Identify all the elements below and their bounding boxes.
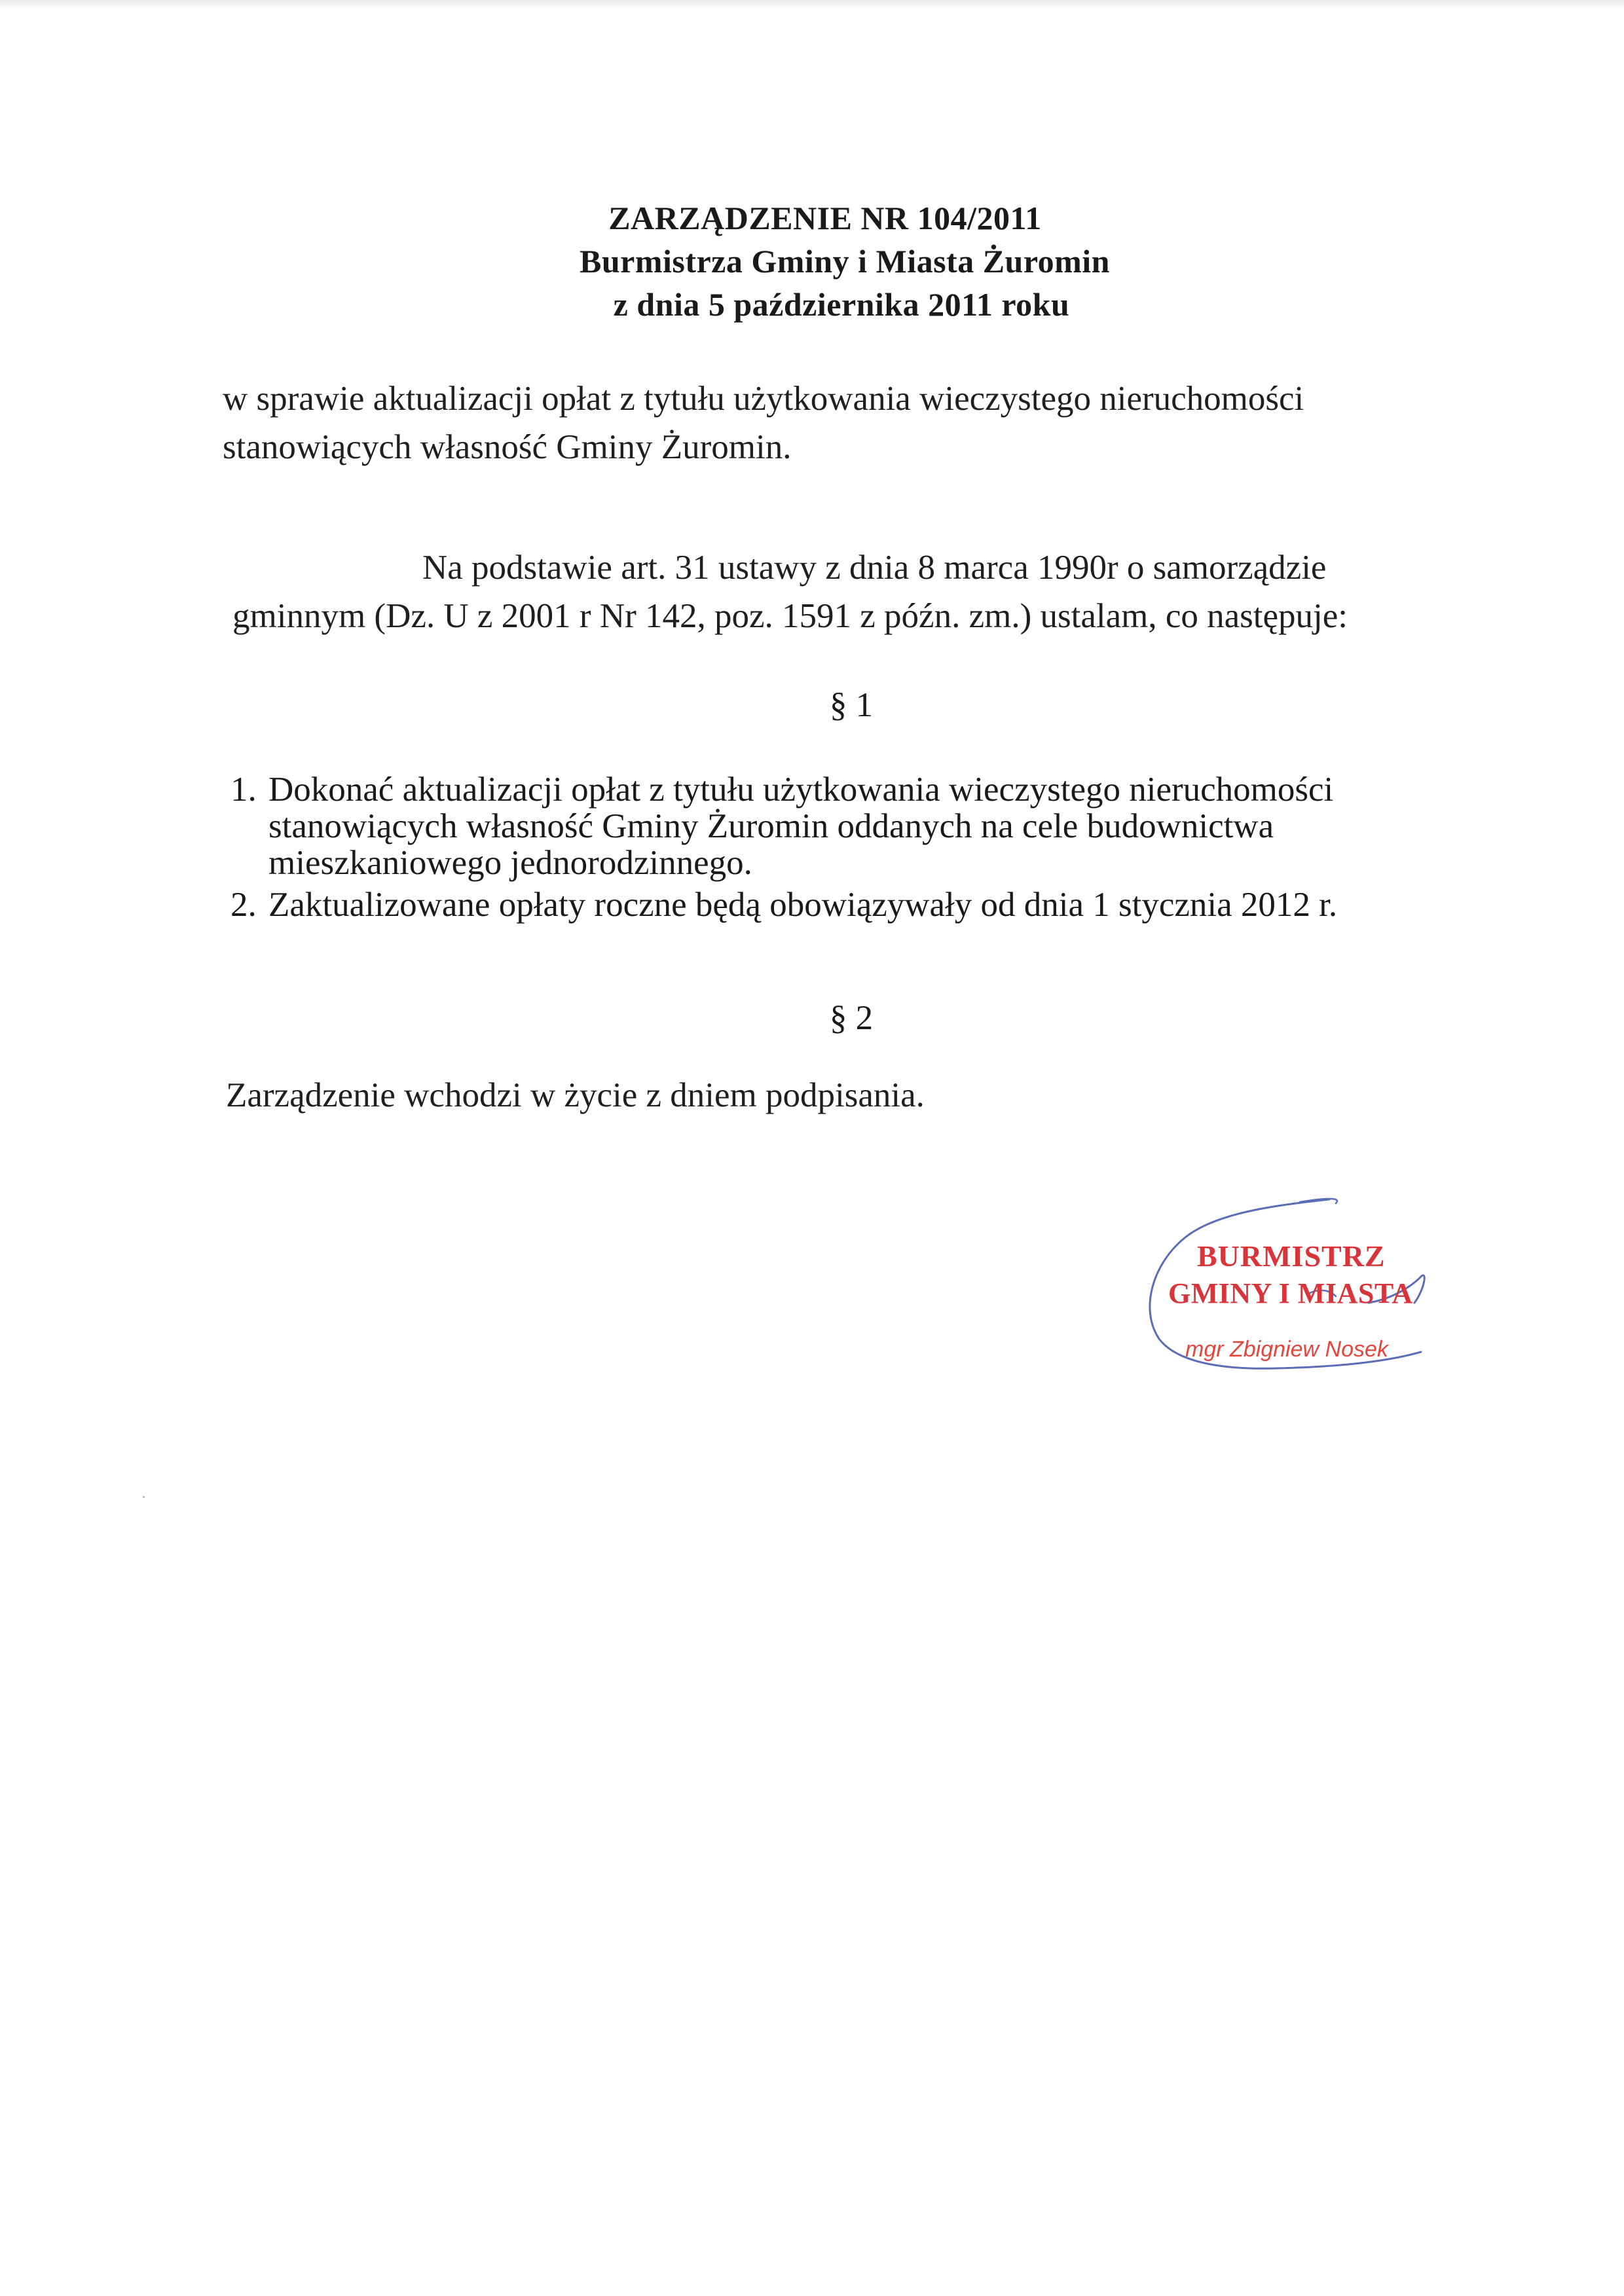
list-item-line: Zaktualizowane opłaty roczne będą obowiązywały od dnia 1 stycznia 2012 r.: [268, 886, 1338, 924]
list-item-text: [231, 886, 1527, 923]
section-2-heading: § 2: [829, 999, 874, 1037]
subject-paragraph: [223, 374, 1467, 471]
stamp-line: GMINY I MIASTA: [1168, 1277, 1413, 1309]
list-item: [231, 886, 1527, 923]
list-item-number: 2.: [231, 886, 257, 924]
document-issuer: Burmistrza Gminy i Miasta Żuromin: [579, 243, 1110, 280]
section-1-heading: § 1: [829, 686, 874, 724]
scan-speck: [143, 1496, 145, 1498]
list-item-line: mieszkaniowego jednorodzinnego.: [268, 844, 752, 882]
scan-edge: [0, 0, 1624, 9]
subject-line: w sprawie aktualizacji opłat z tytułu użytkowania wieczystego nieruchomości: [223, 380, 1304, 418]
legal-basis-line: gminnym (Dz. U z 2001 r Nr 142, poz. 1591 z późn. zm.) ustalam, co następuje:: [232, 597, 1348, 635]
list-item-line: stanowiących własność Gminy Żuromin oddanych na cele budownictwa: [268, 807, 1274, 845]
list-item-text: [231, 771, 1527, 881]
list-item: [231, 771, 1527, 881]
section-1-list: [231, 771, 1527, 923]
document-title: ZARZĄDZENIE NR 104/2011: [608, 200, 1042, 236]
official-stamp: [1133, 1192, 1447, 1388]
list-item-line: Dokonać aktualizacji opłat z tytułu użytkowania wieczystego nieruchomości: [268, 771, 1334, 809]
legal-basis-line: Na podstawie art. 31 ustawy z dnia 8 marca 1990r o samorządzie: [422, 549, 1327, 587]
legal-basis-paragraph: [232, 543, 1516, 640]
document-date: z dnia 5 października 2011 roku: [613, 286, 1070, 323]
list-item-number: 1.: [231, 771, 257, 809]
subject-line: stanowiących własność Gminy Żuromin.: [223, 428, 792, 466]
closing-statement: Zarządzenie wchodzi w życie z dniem podpisania.: [226, 1076, 925, 1114]
stamp-signatory: mgr Zbigniew Nosek: [1185, 1337, 1388, 1362]
document-header: [0, 196, 1624, 326]
stamp-line: BURMISTRZ: [1197, 1239, 1386, 1273]
